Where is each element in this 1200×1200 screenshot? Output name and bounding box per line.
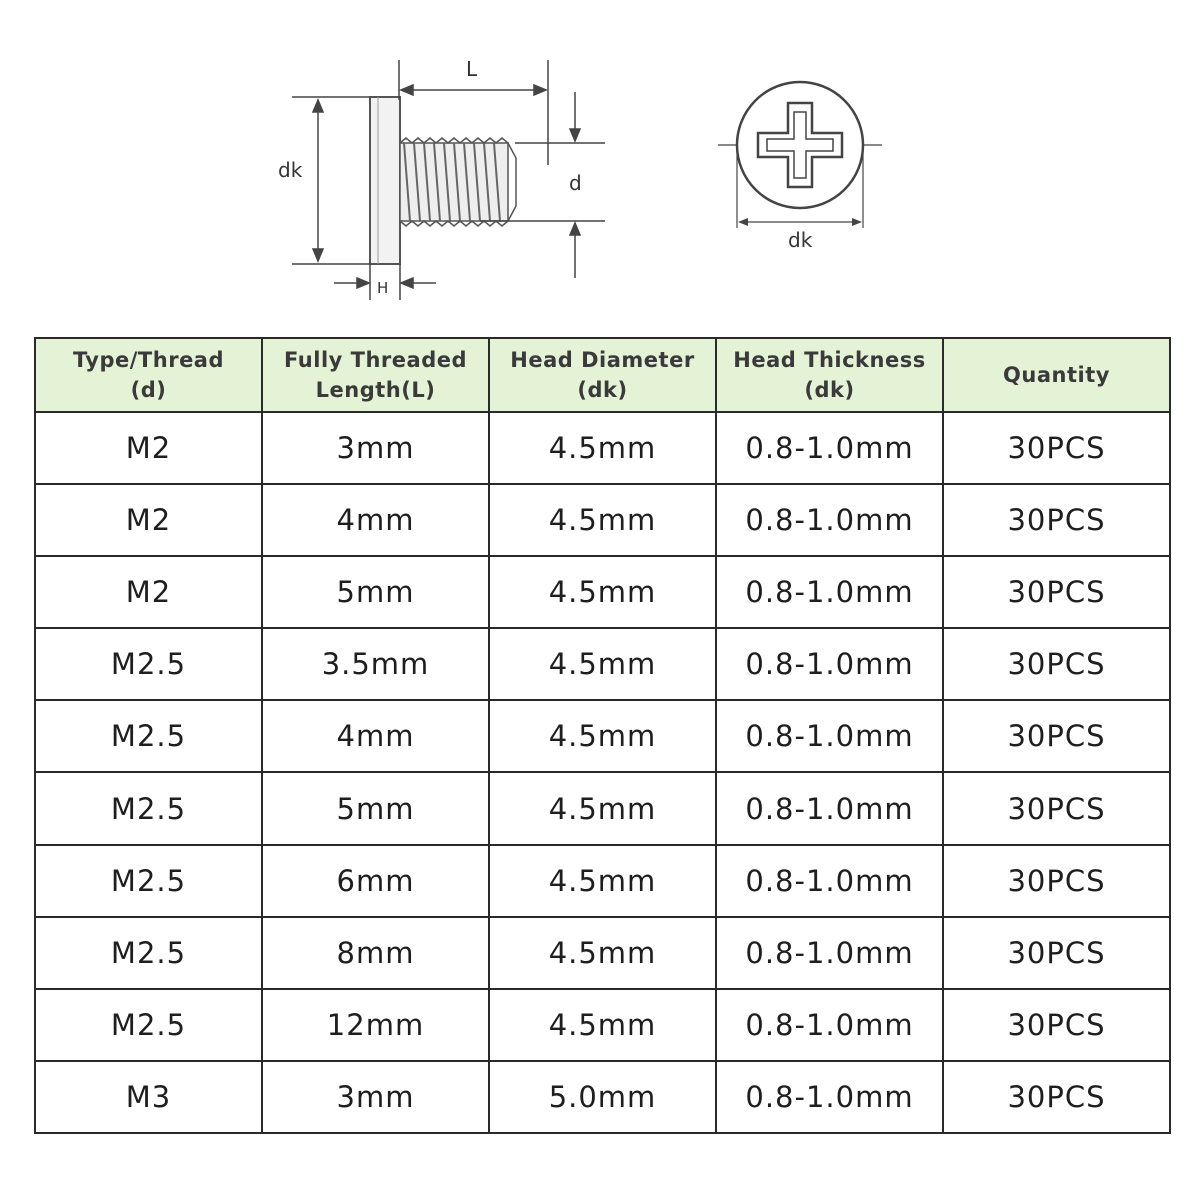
cell-type: M2 bbox=[35, 556, 262, 628]
cell-quantity: 30PCS bbox=[943, 628, 1170, 700]
cell-head-thickness: 0.8-1.0mm bbox=[716, 628, 943, 700]
header-quantity: Quantity bbox=[943, 338, 1170, 412]
screw-drawing bbox=[0, 0, 1200, 330]
screw-spec-table bbox=[34, 337, 1171, 1134]
cell-type: M2 bbox=[35, 412, 262, 484]
cell-head-thickness: 0.8-1.0mm bbox=[716, 700, 943, 772]
cell-length: 8mm bbox=[262, 917, 489, 989]
cell-head-diameter: 4.5mm bbox=[489, 700, 716, 772]
cell-head-diameter: 4.5mm bbox=[489, 628, 716, 700]
cell-type: M2.5 bbox=[35, 700, 262, 772]
table-row bbox=[35, 556, 1170, 628]
cell-quantity: 30PCS bbox=[943, 1061, 1170, 1133]
cell-type: M2.5 bbox=[35, 628, 262, 700]
cell-length: 5mm bbox=[262, 556, 489, 628]
cell-type: M2 bbox=[35, 484, 262, 556]
label-dk-top: dk bbox=[788, 228, 813, 252]
cell-head-diameter: 4.5mm bbox=[489, 484, 716, 556]
table-row bbox=[35, 917, 1170, 989]
table-row bbox=[35, 1061, 1170, 1133]
cell-type: M2.5 bbox=[35, 845, 262, 917]
header-head-thickness: Head Thickness (dk) bbox=[716, 338, 943, 412]
cell-length: 3.5mm bbox=[262, 628, 489, 700]
cell-head-thickness: 0.8-1.0mm bbox=[716, 556, 943, 628]
cell-length: 3mm bbox=[262, 1061, 489, 1133]
cell-head-thickness: 0.8-1.0mm bbox=[716, 412, 943, 484]
cell-length: 4mm bbox=[262, 700, 489, 772]
table-header-row bbox=[35, 338, 1170, 412]
cell-head-thickness: 0.8-1.0mm bbox=[716, 772, 943, 844]
label-H: H bbox=[377, 279, 389, 297]
label-d: d bbox=[569, 171, 582, 195]
cell-head-thickness: 0.8-1.0mm bbox=[716, 484, 943, 556]
cell-type: M3 bbox=[35, 1061, 262, 1133]
cell-length: 5mm bbox=[262, 772, 489, 844]
cell-quantity: 30PCS bbox=[943, 484, 1170, 556]
cell-head-thickness: 0.8-1.0mm bbox=[716, 917, 943, 989]
screw-top-view bbox=[718, 82, 882, 228]
cell-head-thickness: 0.8-1.0mm bbox=[716, 1061, 943, 1133]
cell-head-diameter: 4.5mm bbox=[489, 845, 716, 917]
cell-length: 12mm bbox=[262, 989, 489, 1061]
cell-length: 6mm bbox=[262, 845, 489, 917]
cell-head-diameter: 5.0mm bbox=[489, 1061, 716, 1133]
cell-length: 3mm bbox=[262, 412, 489, 484]
cell-length: 4mm bbox=[262, 484, 489, 556]
cell-head-diameter: 4.5mm bbox=[489, 917, 716, 989]
header-threaded-length: Fully Threaded Length(L) bbox=[262, 338, 489, 412]
cell-quantity: 30PCS bbox=[943, 989, 1170, 1061]
cell-quantity: 30PCS bbox=[943, 845, 1170, 917]
cell-head-diameter: 4.5mm bbox=[489, 412, 716, 484]
cell-head-diameter: 4.5mm bbox=[489, 989, 716, 1061]
cell-type: M2.5 bbox=[35, 917, 262, 989]
cell-type: M2.5 bbox=[35, 772, 262, 844]
cell-quantity: 30PCS bbox=[943, 556, 1170, 628]
cell-quantity: 30PCS bbox=[943, 917, 1170, 989]
dimension-dk-side bbox=[292, 97, 370, 264]
header-head-diameter: Head Diameter (dk) bbox=[489, 338, 716, 412]
table-row bbox=[35, 772, 1170, 844]
table-row bbox=[35, 989, 1170, 1061]
cell-quantity: 30PCS bbox=[943, 700, 1170, 772]
cell-quantity: 30PCS bbox=[943, 772, 1170, 844]
label-dk-side: dk bbox=[278, 158, 303, 182]
table-row bbox=[35, 700, 1170, 772]
screw-side-view bbox=[370, 97, 516, 264]
cell-head-thickness: 0.8-1.0mm bbox=[716, 989, 943, 1061]
table-row bbox=[35, 412, 1170, 484]
header-type-thread: Type/Thread (d) bbox=[35, 338, 262, 412]
cell-head-thickness: 0.8-1.0mm bbox=[716, 845, 943, 917]
label-L: L bbox=[466, 57, 478, 81]
screw-dimension-diagram bbox=[0, 0, 1200, 330]
cell-quantity: 30PCS bbox=[943, 412, 1170, 484]
table-row bbox=[35, 845, 1170, 917]
cell-head-diameter: 4.5mm bbox=[489, 772, 716, 844]
cell-head-diameter: 4.5mm bbox=[489, 556, 716, 628]
table-row bbox=[35, 628, 1170, 700]
cell-type: M2.5 bbox=[35, 989, 262, 1061]
table-row bbox=[35, 484, 1170, 556]
